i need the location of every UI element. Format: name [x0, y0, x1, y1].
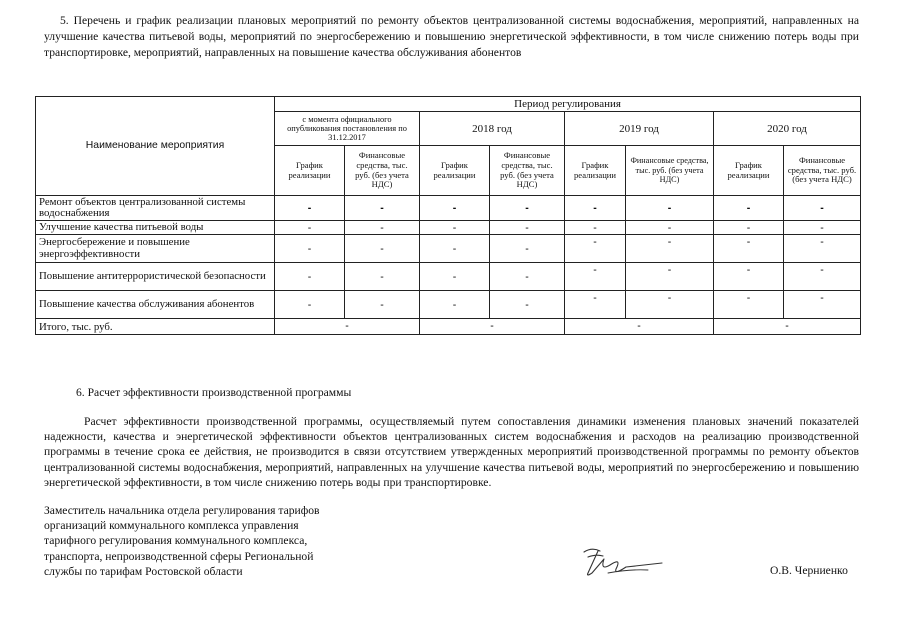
table-cell: - [420, 291, 490, 319]
activity-name: Улучшение качества питьевой воды [36, 221, 275, 235]
activity-name: Повышение антитеррористической безопасности [36, 263, 275, 291]
activity-name: Энергосбережение и повышение энергоэффективности [36, 235, 275, 263]
table-row [36, 263, 861, 291]
table-cell: - [420, 235, 490, 263]
section-5-heading: 5. Перечень и график реализации плановых мероприятий по ремонту объектов централизованной системы водоснабжения, мероприятий, направленных на улучшение качества питьевой воды, мероприятий по энергосбережению и повышению энергетической эффективности, в том числе снижению потерь воды при транспортировке, мероприятий, направленных на повышение качества обслуживания абонентов [44, 14, 859, 59]
schedule-subheader: График реализации [565, 146, 626, 196]
table-cell: - [626, 235, 714, 263]
section-6-paragraph: Расчет эффективности производственной программы, осуществляемый путем сопоставления динамики изменения плановых значений показателей надежности, качества и энергетической эффективности объектов централизованных систем водоснабжения и расходов на реализацию производственной программы в течение срока ее действия, не производится в связи отсутствием утвержденных мероприятий производственной программы по ремонту объектов централизованной системы водоснабжения, мероприятий, направленных на улучшение качества питьевой воды, мероприятий по энергосбережению и повышению энергетической эффективности, в том числе снижению потерь воды при транспортировке. [44, 415, 859, 489]
signer-name: О.В. Черниенко [770, 564, 848, 577]
table-cell: - [784, 235, 861, 263]
table-cell: - [490, 221, 565, 235]
activity-name: Повышение качества обслуживания абонентов [36, 291, 275, 319]
table-cell: - [275, 263, 345, 291]
table-cell: - [626, 196, 714, 221]
signer-title-line: Заместитель начальника отдела регулирования тарифов [44, 504, 320, 517]
table-cell: - [490, 291, 565, 319]
table-cell: - [565, 291, 626, 319]
table-cell: - [345, 221, 420, 235]
table-cell: - [490, 263, 565, 291]
table-cell: - [420, 221, 490, 235]
table-cell: - [490, 235, 565, 263]
period-header-2020: 2020 год [714, 112, 861, 146]
table-cell: - [626, 221, 714, 235]
table-cell: - [420, 263, 490, 291]
handwritten-signature [570, 543, 665, 583]
table-cell: - [275, 291, 345, 319]
section-6-heading: 6. Расчет эффективности производственной программы [76, 386, 352, 399]
signer-title-line: службы по тарифам Ростовской области [44, 564, 243, 578]
table-cell: - [275, 221, 345, 235]
schedule-subheader: График реализации [420, 146, 490, 196]
total-row [36, 319, 861, 335]
table-row [36, 196, 861, 221]
table-cell: - [345, 235, 420, 263]
finance-subheader: Финансовые средства, тыс. руб. (без учета НДС) [784, 146, 861, 196]
period-header: Период регулирования [275, 97, 861, 112]
table-cell: - [345, 263, 420, 291]
period-header-2019: 2019 год [565, 112, 714, 146]
activities-table [35, 96, 861, 335]
table-cell: - [565, 221, 626, 235]
table-cell: - [784, 263, 861, 291]
finance-subheader: Финансовые средства, тыс. руб. (без учета НДС) [345, 146, 420, 196]
finance-subheader: Финансовые средства, тыс. руб. (без учета НДС) [490, 146, 565, 196]
table-cell: - [626, 291, 714, 319]
table-cell: - [714, 263, 784, 291]
table-cell: - [275, 196, 345, 221]
schedule-subheader: График реализации [714, 146, 784, 196]
signer-title-line: тарифного регулирования коммунального комплекса, [44, 534, 308, 548]
activity-name: Ремонт объектов централизованной системы водоснабжения [36, 196, 275, 221]
table-cell: - [565, 263, 626, 291]
table-cell: - [784, 196, 861, 221]
table-cell: - [714, 196, 784, 221]
table-cell: - [565, 235, 626, 263]
total-label: Итого, тыс. руб. [36, 319, 275, 335]
table-cell: - [345, 196, 420, 221]
table-row [36, 235, 861, 263]
finance-subheader: Финансовые средства, тыс. руб. (без учета НДС) [626, 146, 714, 196]
table-cell: - [490, 196, 565, 221]
table-row [36, 221, 861, 235]
table-cell: - [345, 291, 420, 319]
signer-title [44, 503, 374, 579]
name-column-header: Наименование мероприятия [36, 97, 275, 196]
table-row [36, 291, 861, 319]
table-cell: - [626, 263, 714, 291]
total-cell: - [275, 319, 420, 335]
total-cell: - [420, 319, 565, 335]
total-cell: - [714, 319, 861, 335]
table-cell: - [420, 196, 490, 221]
table-cell: - [784, 291, 861, 319]
table-cell: - [784, 221, 861, 235]
period-header-2017: с момента официального опубликования постановления по 31.12.2017 [275, 112, 420, 146]
table-cell: - [714, 235, 784, 263]
period-header-2018: 2018 год [420, 112, 565, 146]
schedule-subheader: График реализации [275, 146, 345, 196]
table-cell: - [714, 221, 784, 235]
signer-title-line: организаций коммунального комплекса управления [44, 519, 299, 533]
total-cell: - [565, 319, 714, 335]
table-cell: - [714, 291, 784, 319]
table-cell: - [275, 235, 345, 263]
table-cell: - [565, 196, 626, 221]
signer-title-line: транспорта, непроизводственной сферы Региональной [44, 549, 314, 563]
